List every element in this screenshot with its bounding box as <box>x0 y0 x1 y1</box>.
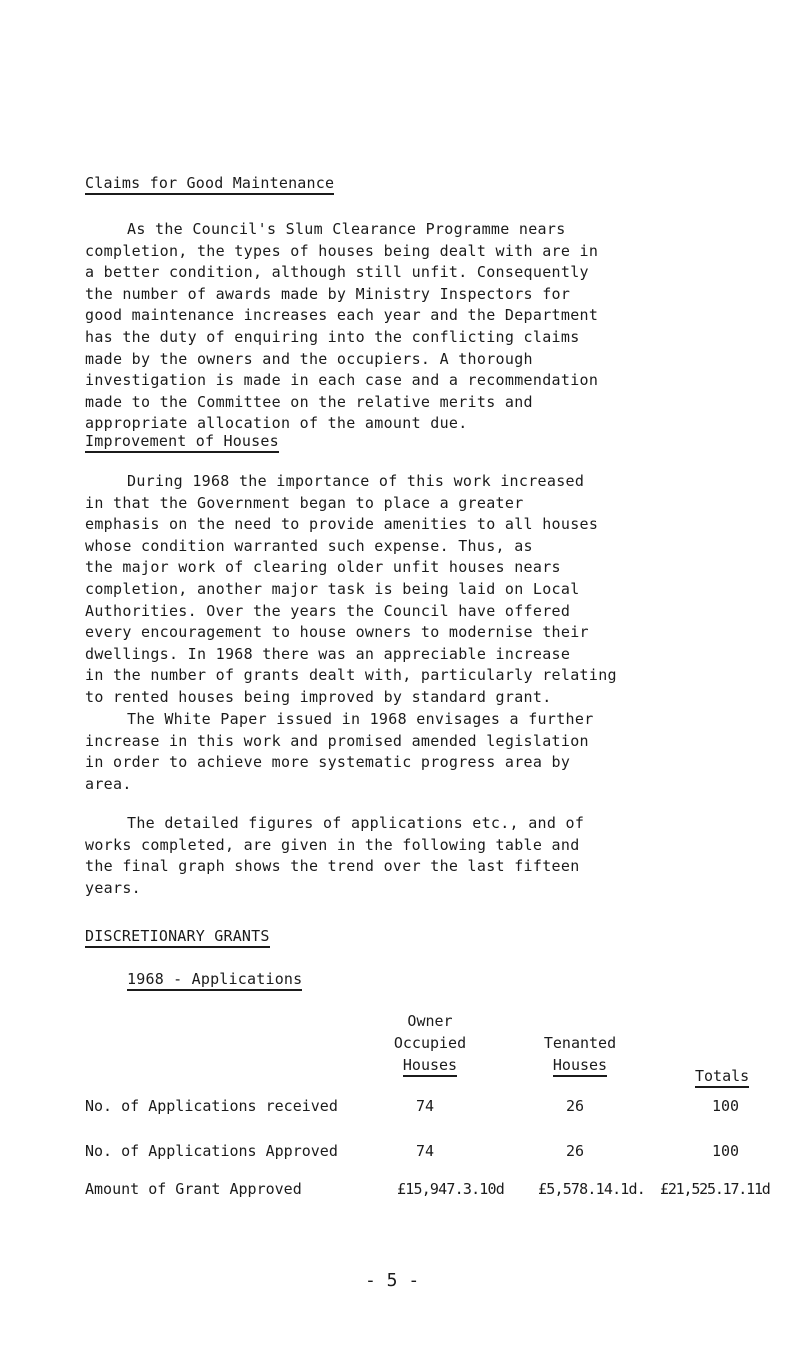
text-line: increase in this work and promised amended legislation <box>85 731 589 750</box>
paragraph-improvement-1 <box>85 471 767 709</box>
text-line: in order to achieve more systematic progress area by <box>85 753 571 772</box>
row-label-approved: No. of Applications Approved <box>85 1142 338 1160</box>
column-header-line: Tenanted <box>543 1034 617 1052</box>
text-line: the final graph shows the trend over the last fifteen <box>85 857 580 876</box>
section-heading-improvement: Improvement of Houses <box>85 432 279 450</box>
text-line: years. <box>85 878 141 897</box>
text-line: The White Paper issued in 1968 envisages a further <box>127 710 594 728</box>
text-line: the number of awards made by Ministry Inspectors for <box>85 284 571 303</box>
text-line: The detailed figures of applications etc., and of <box>127 814 585 832</box>
column-header-line: Houses <box>360 1054 500 1076</box>
cell-total-amount: £21,525.17.11d <box>660 1180 770 1198</box>
cell-total-approved: 100 <box>712 1142 740 1160</box>
text-line: investigation is made in each case and a recommendation <box>85 371 599 390</box>
paragraph-claims <box>85 219 767 435</box>
text-line: the major work of clearing older unfit houses nears <box>85 558 561 577</box>
text-line: whose condition warranted such expense. Thus, as <box>85 536 533 555</box>
text-line: to rented houses being improved by standard grant. <box>85 687 552 706</box>
column-header-tenanted <box>510 1032 650 1076</box>
paragraph-improvement-3 <box>85 813 767 899</box>
text-line: Authorities. Over the years the Council have offered <box>85 601 571 620</box>
text-line: area. <box>85 774 132 793</box>
text-line: completion, another major task is being laid on Local <box>85 579 580 598</box>
column-header-line: Owner <box>407 1012 453 1030</box>
text-line: works completed, are given in the following table and <box>85 835 580 854</box>
text-line: As the Council's Slum Clearance Programme nears <box>127 220 566 238</box>
cell-owner-approved: 74 <box>416 1142 435 1160</box>
page-number: - 5 - <box>365 1270 420 1291</box>
column-header-line: Houses <box>510 1054 650 1076</box>
text-line: in that the Government began to place a greater <box>85 493 524 512</box>
column-header-totals: Totals <box>695 1065 749 1087</box>
column-header-line: Occupied <box>393 1034 467 1052</box>
cell-owner-amount: £15,947.3.10d <box>397 1180 505 1198</box>
text-line: has the duty of enquiring into the conflicting claims <box>85 327 580 346</box>
text-line: every encouragement to house owners to modernise their <box>85 623 589 642</box>
section-heading-claims: Claims for Good Maintenance <box>85 174 334 192</box>
text-line: appropriate allocation of the amount due. <box>85 414 468 433</box>
text-line: good maintenance increases each year and the Department <box>85 306 599 325</box>
section-heading-grants: DISCRETIONARY GRANTS <box>85 927 270 945</box>
cell-tenanted-amount: £5,578.14.1d. <box>538 1180 646 1198</box>
text-line: During 1968 the importance of this work increased <box>127 472 585 490</box>
text-line: emphasis on the need to provide amenities to all houses <box>85 515 599 534</box>
cell-tenanted-approved: 26 <box>566 1142 585 1160</box>
column-header-owner-occupied <box>360 1010 500 1076</box>
row-label-received: No. of Applications received <box>85 1097 338 1115</box>
text-line: dwellings. In 1968 there was an appreciable increase <box>85 644 571 663</box>
text-line: completion, the types of houses being dealt with are in <box>85 241 599 260</box>
text-line: in the number of grants dealt with, particularly relating <box>85 666 617 685</box>
cell-tenanted-received: 26 <box>566 1097 585 1115</box>
cell-total-received: 100 <box>712 1097 740 1115</box>
text-line: a better condition, although still unfit. Consequently <box>85 263 589 282</box>
table-subheading: 1968 - Applications <box>127 970 302 988</box>
paragraph-improvement-2 <box>85 709 767 795</box>
cell-owner-received: 74 <box>416 1097 435 1115</box>
text-line: made to the Committee on the relative merits and <box>85 392 533 411</box>
row-label-amount: Amount of Grant Approved <box>85 1180 302 1198</box>
text-line: made by the owners and the occupiers. A thorough <box>85 349 533 368</box>
